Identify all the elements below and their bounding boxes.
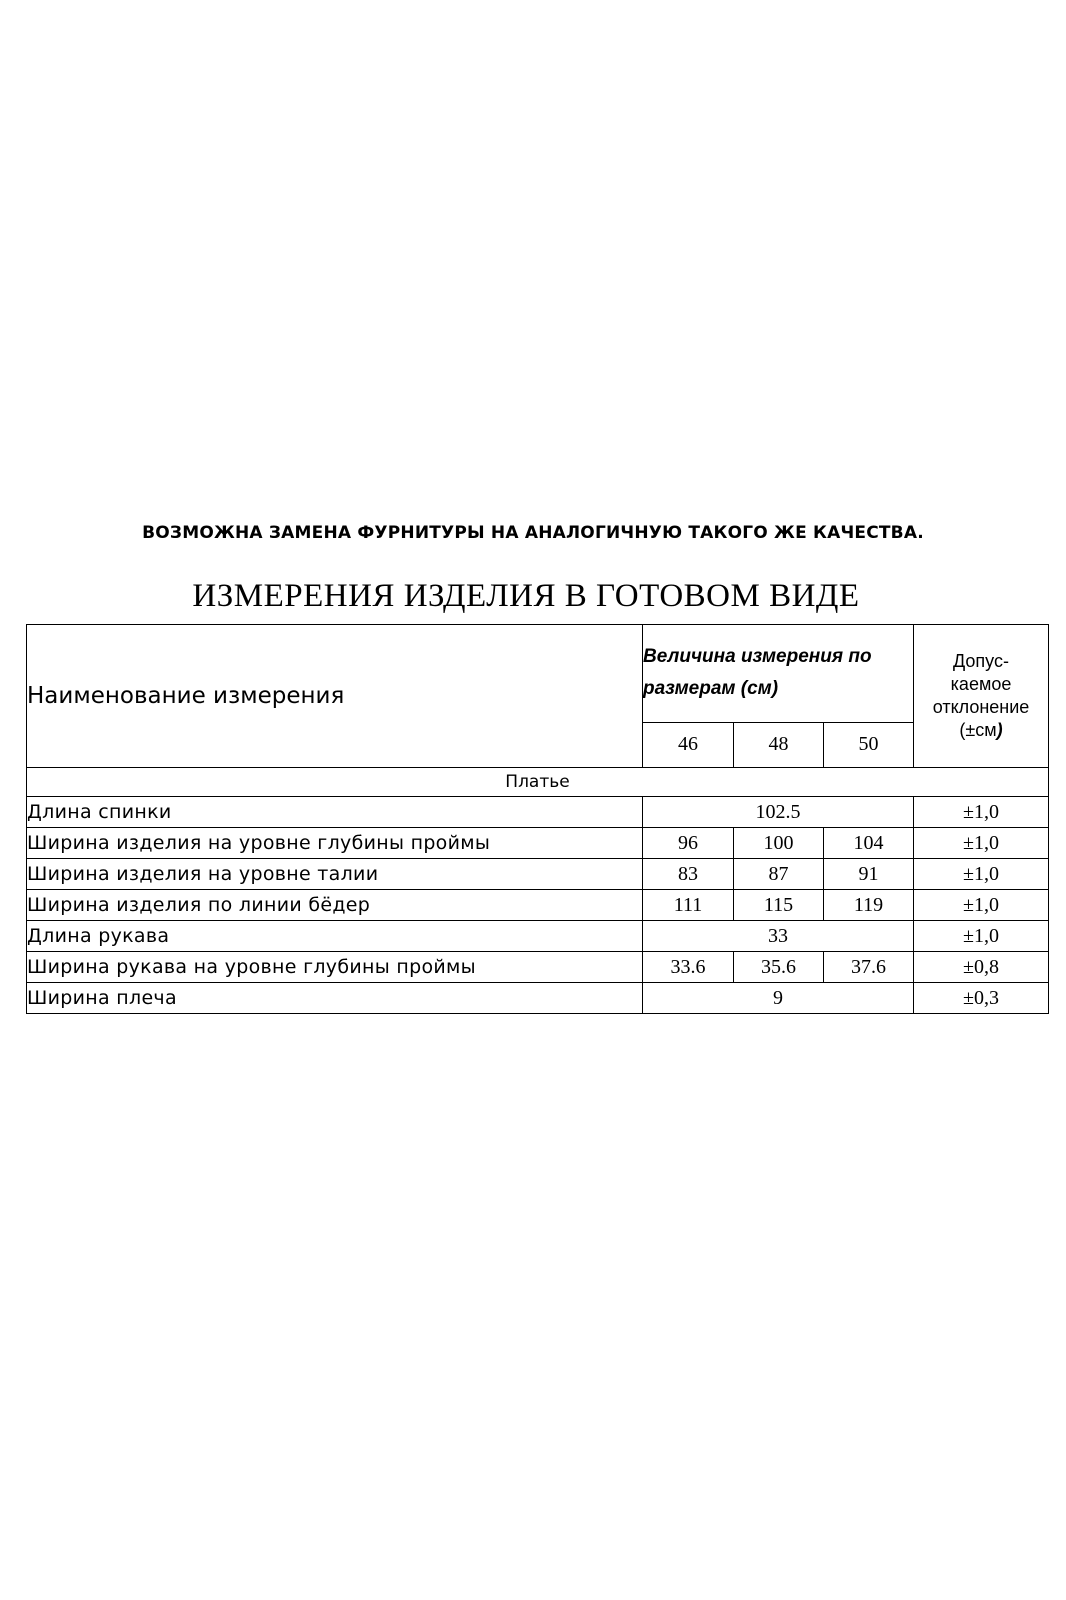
row-tolerance: ±1,0	[914, 859, 1049, 890]
row-value-46: 111	[643, 890, 734, 921]
row-value-50: 104	[824, 828, 914, 859]
row-tolerance: ±0,3	[914, 983, 1049, 1014]
row-tolerance: ±1,0	[914, 890, 1049, 921]
row-value-48: 87	[734, 859, 824, 890]
header-tolerance-line: каемое	[950, 674, 1012, 694]
row-value: 102.5	[643, 797, 914, 828]
header-tolerance-unit-close: )	[996, 720, 1003, 740]
row-tolerance: ±0,8	[914, 952, 1049, 983]
row-value-48: 115	[734, 890, 824, 921]
table-row	[27, 859, 1049, 890]
row-value-50: 91	[824, 859, 914, 890]
row-value-46: 83	[643, 859, 734, 890]
table-row	[27, 983, 1049, 1014]
row-name: Длина рукава	[27, 921, 643, 952]
table-row	[27, 797, 1049, 828]
notice-text: ВОЗМОЖНА ЗАМЕНА ФУРНИТУРЫ НА АНАЛОГИЧНУЮ ТАКОГО ЖЕ КАЧЕСТВА.	[142, 523, 924, 543]
header-size-values: Величина измерения по размерам (см)	[643, 625, 914, 723]
measurements-table	[26, 624, 1049, 1014]
row-value-46: 33.6	[643, 952, 734, 983]
page-title: ИЗМЕРЕНИЯ ИЗДЕЛИЯ В ГОТОВОМ ВИДЕ	[192, 578, 860, 614]
row-name: Ширина изделия на уровне талии	[27, 859, 643, 890]
header-measurement-name: Наименование измерения	[27, 625, 643, 768]
size-46: 46	[643, 722, 734, 767]
row-name: Ширина плеча	[27, 983, 643, 1014]
row-tolerance: ±1,0	[914, 921, 1049, 952]
row-value-48: 35.6	[734, 952, 824, 983]
table-row	[27, 921, 1049, 952]
row-name: Длина спинки	[27, 797, 643, 828]
row-name: Ширина рукава на уровне глубины проймы	[27, 952, 643, 983]
row-name: Ширина изделия по линии бёдер	[27, 890, 643, 921]
row-value-50: 119	[824, 890, 914, 921]
table-row	[27, 890, 1049, 921]
row-value-50: 37.6	[824, 952, 914, 983]
row-tolerance: ±1,0	[914, 828, 1049, 859]
header-tolerance	[914, 625, 1049, 768]
table-row	[27, 828, 1049, 859]
header-row	[27, 625, 1049, 723]
header-tolerance-line: Допус-	[953, 651, 1009, 671]
row-name: Ширина изделия на уровне глубины проймы	[27, 828, 643, 859]
row-tolerance: ±1,0	[914, 797, 1049, 828]
section-row	[27, 768, 1049, 797]
size-50: 50	[824, 722, 914, 767]
section-title: Платье	[27, 768, 1049, 797]
row-value-48: 100	[734, 828, 824, 859]
header-tolerance-unit: (±см	[959, 720, 997, 740]
header-tolerance-line: отклонение	[932, 697, 1030, 717]
row-value: 9	[643, 983, 914, 1014]
row-value: 33	[643, 921, 914, 952]
table-row	[27, 952, 1049, 983]
size-48: 48	[734, 722, 824, 767]
row-value-46: 96	[643, 828, 734, 859]
